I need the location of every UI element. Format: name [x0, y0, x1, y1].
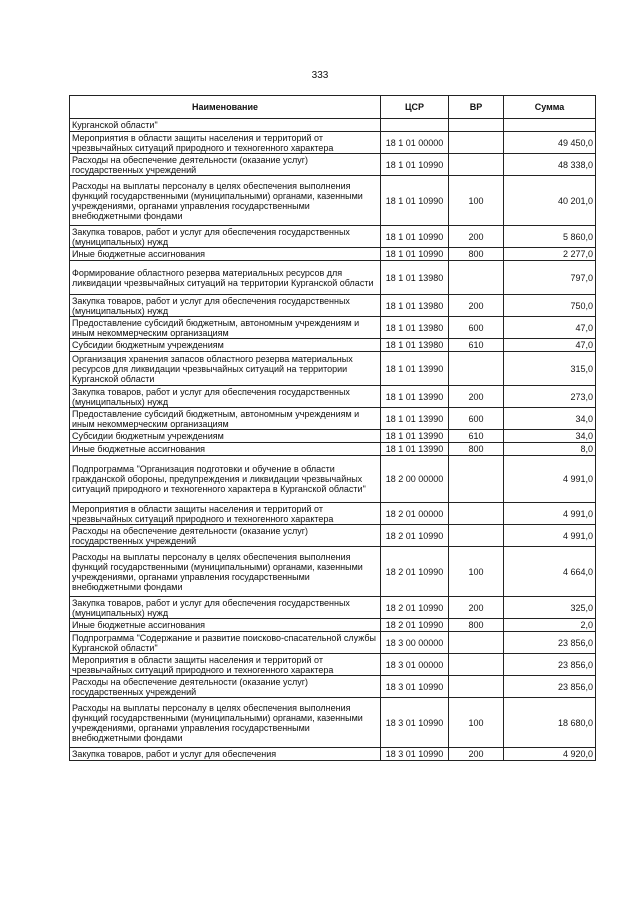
cell-sum: 49 450,0 — [504, 132, 596, 154]
cell-vr: 800 — [449, 443, 504, 456]
cell-csr: 18 1 01 13990 — [381, 443, 449, 456]
cell-sum: 8,0 — [504, 443, 596, 456]
cell-sum: 797,0 — [504, 261, 596, 295]
cell-sum: 4 664,0 — [504, 547, 596, 597]
cell-name: Субсидии бюджетным учреждениям — [70, 430, 381, 443]
cell-csr: 18 2 01 10990 — [381, 619, 449, 632]
cell-csr: 18 2 01 10990 — [381, 597, 449, 619]
cell-name: Закупка товаров, работ и услуг для обеспечения государственных (муниципальных) нужд — [70, 226, 381, 248]
cell-sum: 5 860,0 — [504, 226, 596, 248]
cell-name: Расходы на выплаты персоналу в целях обеспечения выполнения функций государственными (муниципальными) органами, казенными учреждениями, органами управления государственными внебюджетными фондами — [70, 176, 381, 226]
table-row — [70, 525, 596, 547]
cell-csr: 18 2 01 10990 — [381, 525, 449, 547]
cell-name: Мероприятия в области защиты населения и территорий от чрезвычайных ситуаций природного и техногенного характера — [70, 132, 381, 154]
cell-sum — [504, 119, 596, 132]
cell-csr: 18 1 01 10990 — [381, 154, 449, 176]
cell-vr: 100 — [449, 698, 504, 748]
table-row — [70, 339, 596, 352]
budget-table — [69, 95, 596, 761]
cell-sum: 750,0 — [504, 295, 596, 317]
table-row — [70, 248, 596, 261]
cell-sum: 273,0 — [504, 386, 596, 408]
cell-vr: 200 — [449, 748, 504, 761]
cell-vr: 100 — [449, 547, 504, 597]
cell-name: Субсидии бюджетным учреждениям — [70, 339, 381, 352]
cell-sum: 4 991,0 — [504, 525, 596, 547]
cell-name: Иные бюджетные ассигнования — [70, 248, 381, 261]
cell-vr: 800 — [449, 619, 504, 632]
cell-csr: 18 1 01 13980 — [381, 295, 449, 317]
cell-vr: 610 — [449, 339, 504, 352]
cell-name: Расходы на обеспечение деятельности (оказание услуг) государственных учреждений — [70, 525, 381, 547]
cell-vr — [449, 154, 504, 176]
cell-csr: 18 1 01 00000 — [381, 132, 449, 154]
table-row — [70, 632, 596, 654]
table-row — [70, 352, 596, 386]
cell-sum: 4 991,0 — [504, 456, 596, 503]
cell-vr: 600 — [449, 408, 504, 430]
cell-csr: 18 2 00 00000 — [381, 456, 449, 503]
cell-csr: 18 1 01 13990 — [381, 386, 449, 408]
cell-csr: 18 1 01 13980 — [381, 339, 449, 352]
cell-name: Подпрограмма "Организация подготовки и обучение в области гражданской обороны, предупреждения и ликвидации чрезвычайных ситуаций природного и техногенного характера в Курганской области" — [70, 456, 381, 503]
cell-csr: 18 3 01 10990 — [381, 748, 449, 761]
cell-csr: 18 3 01 10990 — [381, 676, 449, 698]
table-row — [70, 503, 596, 525]
cell-sum: 47,0 — [504, 339, 596, 352]
cell-vr — [449, 456, 504, 503]
cell-csr: 18 1 01 10990 — [381, 248, 449, 261]
cell-vr — [449, 503, 504, 525]
cell-name: Закупка товаров, работ и услуг для обеспечения — [70, 748, 381, 761]
cell-vr: 200 — [449, 226, 504, 248]
cell-csr: 18 2 01 00000 — [381, 503, 449, 525]
cell-sum: 2,0 — [504, 619, 596, 632]
cell-sum: 2 277,0 — [504, 248, 596, 261]
cell-name: Закупка товаров, работ и услуг для обеспечения государственных (муниципальных) нужд — [70, 597, 381, 619]
cell-vr: 200 — [449, 597, 504, 619]
cell-vr: 200 — [449, 386, 504, 408]
table-row — [70, 295, 596, 317]
cell-name: Формирование областного резерва материальных ресурсов для ликвидации чрезвычайных ситуаций на территории Курганской области — [70, 261, 381, 295]
cell-csr: 18 1 01 10990 — [381, 226, 449, 248]
table-row — [70, 430, 596, 443]
cell-sum: 48 338,0 — [504, 154, 596, 176]
cell-name: Курганской области" — [70, 119, 381, 132]
header-csr: ЦСР — [381, 96, 449, 119]
cell-csr: 18 1 01 13990 — [381, 408, 449, 430]
cell-sum: 315,0 — [504, 352, 596, 386]
cell-sum: 34,0 — [504, 430, 596, 443]
cell-vr: 610 — [449, 430, 504, 443]
cell-vr — [449, 676, 504, 698]
cell-name: Иные бюджетные ассигнования — [70, 443, 381, 456]
cell-vr — [449, 632, 504, 654]
header-vr: ВР — [449, 96, 504, 119]
cell-csr — [381, 119, 449, 132]
cell-csr: 18 2 01 10990 — [381, 547, 449, 597]
table-row — [70, 317, 596, 339]
cell-csr: 18 1 01 13990 — [381, 430, 449, 443]
cell-sum: 4 920,0 — [504, 748, 596, 761]
cell-sum: 325,0 — [504, 597, 596, 619]
cell-vr: 600 — [449, 317, 504, 339]
table-row — [70, 698, 596, 748]
table-row — [70, 619, 596, 632]
table-row — [70, 132, 596, 154]
cell-vr — [449, 525, 504, 547]
cell-sum: 23 856,0 — [504, 676, 596, 698]
table-row — [70, 154, 596, 176]
table-row — [70, 226, 596, 248]
cell-vr — [449, 261, 504, 295]
cell-name: Мероприятия в области защиты населения и территорий от чрезвычайных ситуаций природного и техногенного характера — [70, 654, 381, 676]
cell-sum: 40 201,0 — [504, 176, 596, 226]
cell-csr: 18 1 01 13980 — [381, 317, 449, 339]
cell-name: Организация хранения запасов областного резерва материальных ресурсов для ликвидации чрезвычайных ситуаций на территории Курганской области — [70, 352, 381, 386]
cell-name: Расходы на обеспечение деятельности (оказание услуг) государственных учреждений — [70, 154, 381, 176]
cell-sum: 4 991,0 — [504, 503, 596, 525]
cell-name: Расходы на выплаты персоналу в целях обеспечения выполнения функций государственными (муниципальными) органами, казенными учреждениями, органами управления государственными внебюджетными фондами — [70, 547, 381, 597]
cell-name: Мероприятия в области защиты населения и территорий от чрезвычайных ситуаций природного и техногенного характера — [70, 503, 381, 525]
header-name: Наименование — [70, 96, 381, 119]
cell-sum: 34,0 — [504, 408, 596, 430]
cell-name: Предоставление субсидий бюджетным, автономным учреждениям и иным некоммерческим организациям — [70, 317, 381, 339]
cell-vr: 200 — [449, 295, 504, 317]
table-row — [70, 176, 596, 226]
cell-csr: 18 1 01 13980 — [381, 261, 449, 295]
table-header-row — [70, 96, 596, 119]
table-row — [70, 408, 596, 430]
cell-vr — [449, 352, 504, 386]
page-number: 333 — [311, 70, 329, 81]
table-row — [70, 597, 596, 619]
table-row — [70, 654, 596, 676]
cell-vr — [449, 119, 504, 132]
cell-name: Предоставление субсидий бюджетным, автономным учреждениям и иным некоммерческим организациям — [70, 408, 381, 430]
cell-name: Расходы на обеспечение деятельности (оказание услуг) государственных учреждений — [70, 676, 381, 698]
cell-csr: 18 3 01 00000 — [381, 654, 449, 676]
table-row — [70, 386, 596, 408]
cell-sum: 47,0 — [504, 317, 596, 339]
cell-name: Иные бюджетные ассигнования — [70, 619, 381, 632]
cell-vr — [449, 654, 504, 676]
table-row — [70, 443, 596, 456]
table-row — [70, 748, 596, 761]
cell-name: Закупка товаров, работ и услуг для обеспечения государственных (муниципальных) нужд — [70, 386, 381, 408]
table-row — [70, 676, 596, 698]
table-row — [70, 547, 596, 597]
cell-name: Подпрограмма "Содержание и развитие поисково-спасательной службы Курганской области" — [70, 632, 381, 654]
cell-sum: 23 856,0 — [504, 654, 596, 676]
cell-name: Закупка товаров, работ и услуг для обеспечения государственных (муниципальных) нужд — [70, 295, 381, 317]
cell-csr: 18 1 01 13990 — [381, 352, 449, 386]
table-row — [70, 119, 596, 132]
table-row — [70, 261, 596, 295]
cell-sum: 23 856,0 — [504, 632, 596, 654]
cell-csr: 18 1 01 10990 — [381, 176, 449, 226]
table-row — [70, 456, 596, 503]
cell-vr: 100 — [449, 176, 504, 226]
cell-sum: 18 680,0 — [504, 698, 596, 748]
cell-csr: 18 3 01 10990 — [381, 698, 449, 748]
cell-vr — [449, 132, 504, 154]
header-sum: Сумма — [504, 96, 596, 119]
cell-vr: 800 — [449, 248, 504, 261]
cell-csr: 18 3 00 00000 — [381, 632, 449, 654]
cell-name: Расходы на выплаты персоналу в целях обеспечения выполнения функций государственными (муниципальными) органами, казенными учреждениями, органами управления государственными внебюджетными фондами — [70, 698, 381, 748]
